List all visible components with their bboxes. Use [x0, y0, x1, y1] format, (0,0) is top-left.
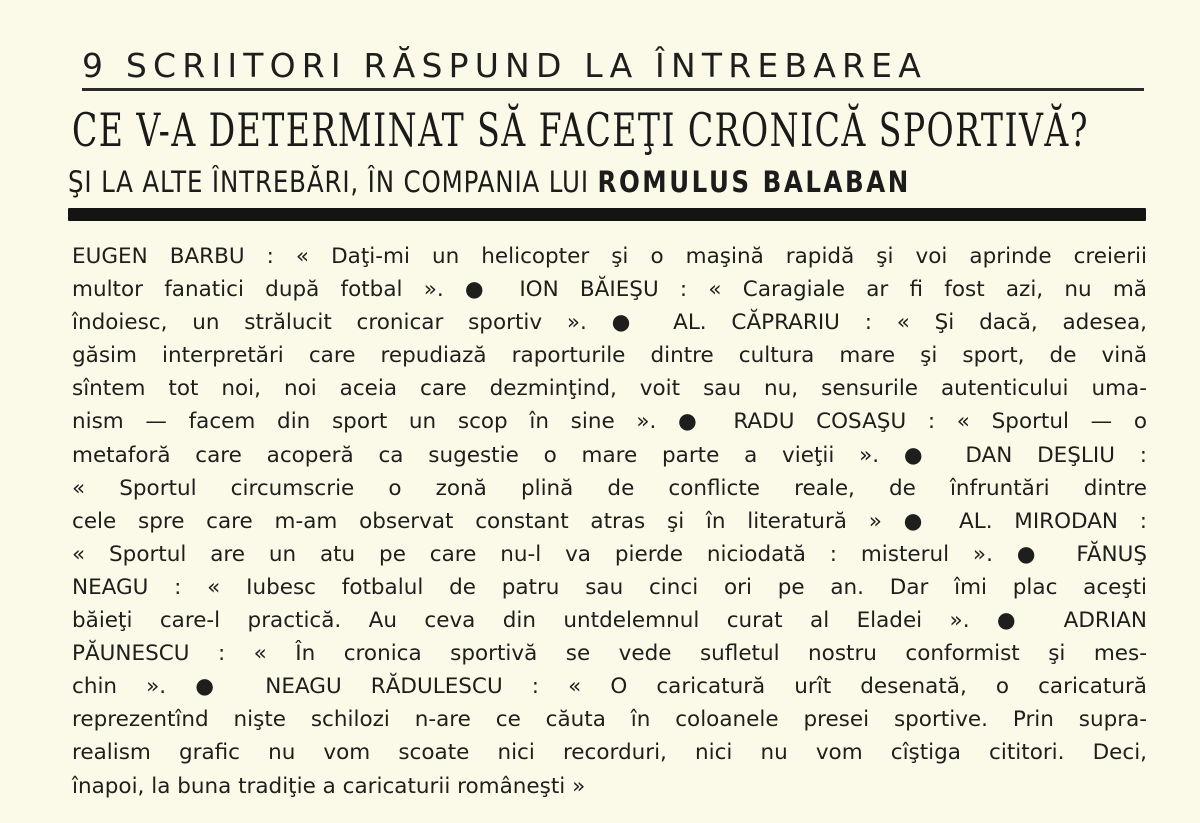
body-line: PĂUNESCU : « În cronica sportivă se vede sufletul nostru conformist şi mes- — [72, 641, 1147, 667]
kicker-title: 9 SCRIITORI RĂSPUND LA ÎNTREBAREA — [82, 46, 927, 85]
body-line: nism — facem din sport un scop în sine ». ● RADU COSAŞU : « Sportul — o — [72, 409, 1147, 435]
body-line: băieţi care-l practică. Au ceva din untdelemnul curat al Eladei ». ● ADRIAN — [72, 608, 1147, 634]
heavy-divider-rule — [68, 208, 1146, 221]
body-line: realism grafic nu vom scoate nici recorduri, nici nu vom cîştiga cititori. Deci, — [72, 740, 1147, 766]
subhead-text: ŞI LA ALTE ÎNTREBĂRI, ÎN COMPANIA LUI — [68, 165, 589, 199]
body-line: NEAGU : « Iubesc fotbalul de patru sau cinci ori pe an. Dar îmi plac aceşti — [72, 574, 1147, 600]
body-line: chin ». ● NEAGU RĂDULESCU : « O caricatură urît desenată, o caricatură — [72, 674, 1147, 700]
article-body — [72, 240, 1147, 803]
body-line: multor fanatici după fotbal ». ● ION BĂIEŞU : « Caragiale ar fi fost azi, nu mă — [72, 277, 1147, 303]
headline: CE V-A DETERMINAT SĂ FACEŢI CRONICĂ SPORTIVĂ? — [72, 103, 1089, 157]
body-line: sîntem tot noi, noi aceia care dezminţind, voit sau nu, sensurile autenticului uma- — [72, 376, 1147, 402]
body-line: EUGEN BARBU : « Daţi-mi un helicopter şi o maşină rapidă şi voi aprinde creierii — [72, 244, 1147, 269]
body-line: metaforă care acoperă ca sugestie o mare parte a vieţii ». ● DAN DEŞLIU : — [72, 442, 1147, 468]
body-line: « Sportul are un atu pe care nu-l va pierde niciodată : misterul ». ● FĂNUŞ — [72, 541, 1147, 567]
body-line: îndoiesc, un strălucit cronicar sportiv ». ● AL. CĂPRARIU : « Şi dacă, adesea, — [72, 310, 1147, 336]
body-line: reprezentînd nişte schilozi n-are ce căuta în coloanele presei sportive. Prin supra- — [72, 707, 1147, 733]
body-line: « Sportul circumscrie o zonă plină de conflicte reale, de înfruntări dintre — [72, 475, 1147, 501]
body-line: cele spre care m-am observat constant atras şi în literatură » ● AL. MIRODAN : — [72, 508, 1147, 534]
author-name: ROMULUS BALABAN — [597, 165, 911, 199]
kicker-underline — [82, 88, 1144, 91]
body-line-last: înapoi, la buna tradiţie a caricaturii româneşti » — [72, 773, 586, 799]
subheadline — [68, 160, 989, 204]
body-line: găsim interpretări care repudiază raporturile dintre cultura mare şi sport, de vină — [72, 343, 1147, 369]
